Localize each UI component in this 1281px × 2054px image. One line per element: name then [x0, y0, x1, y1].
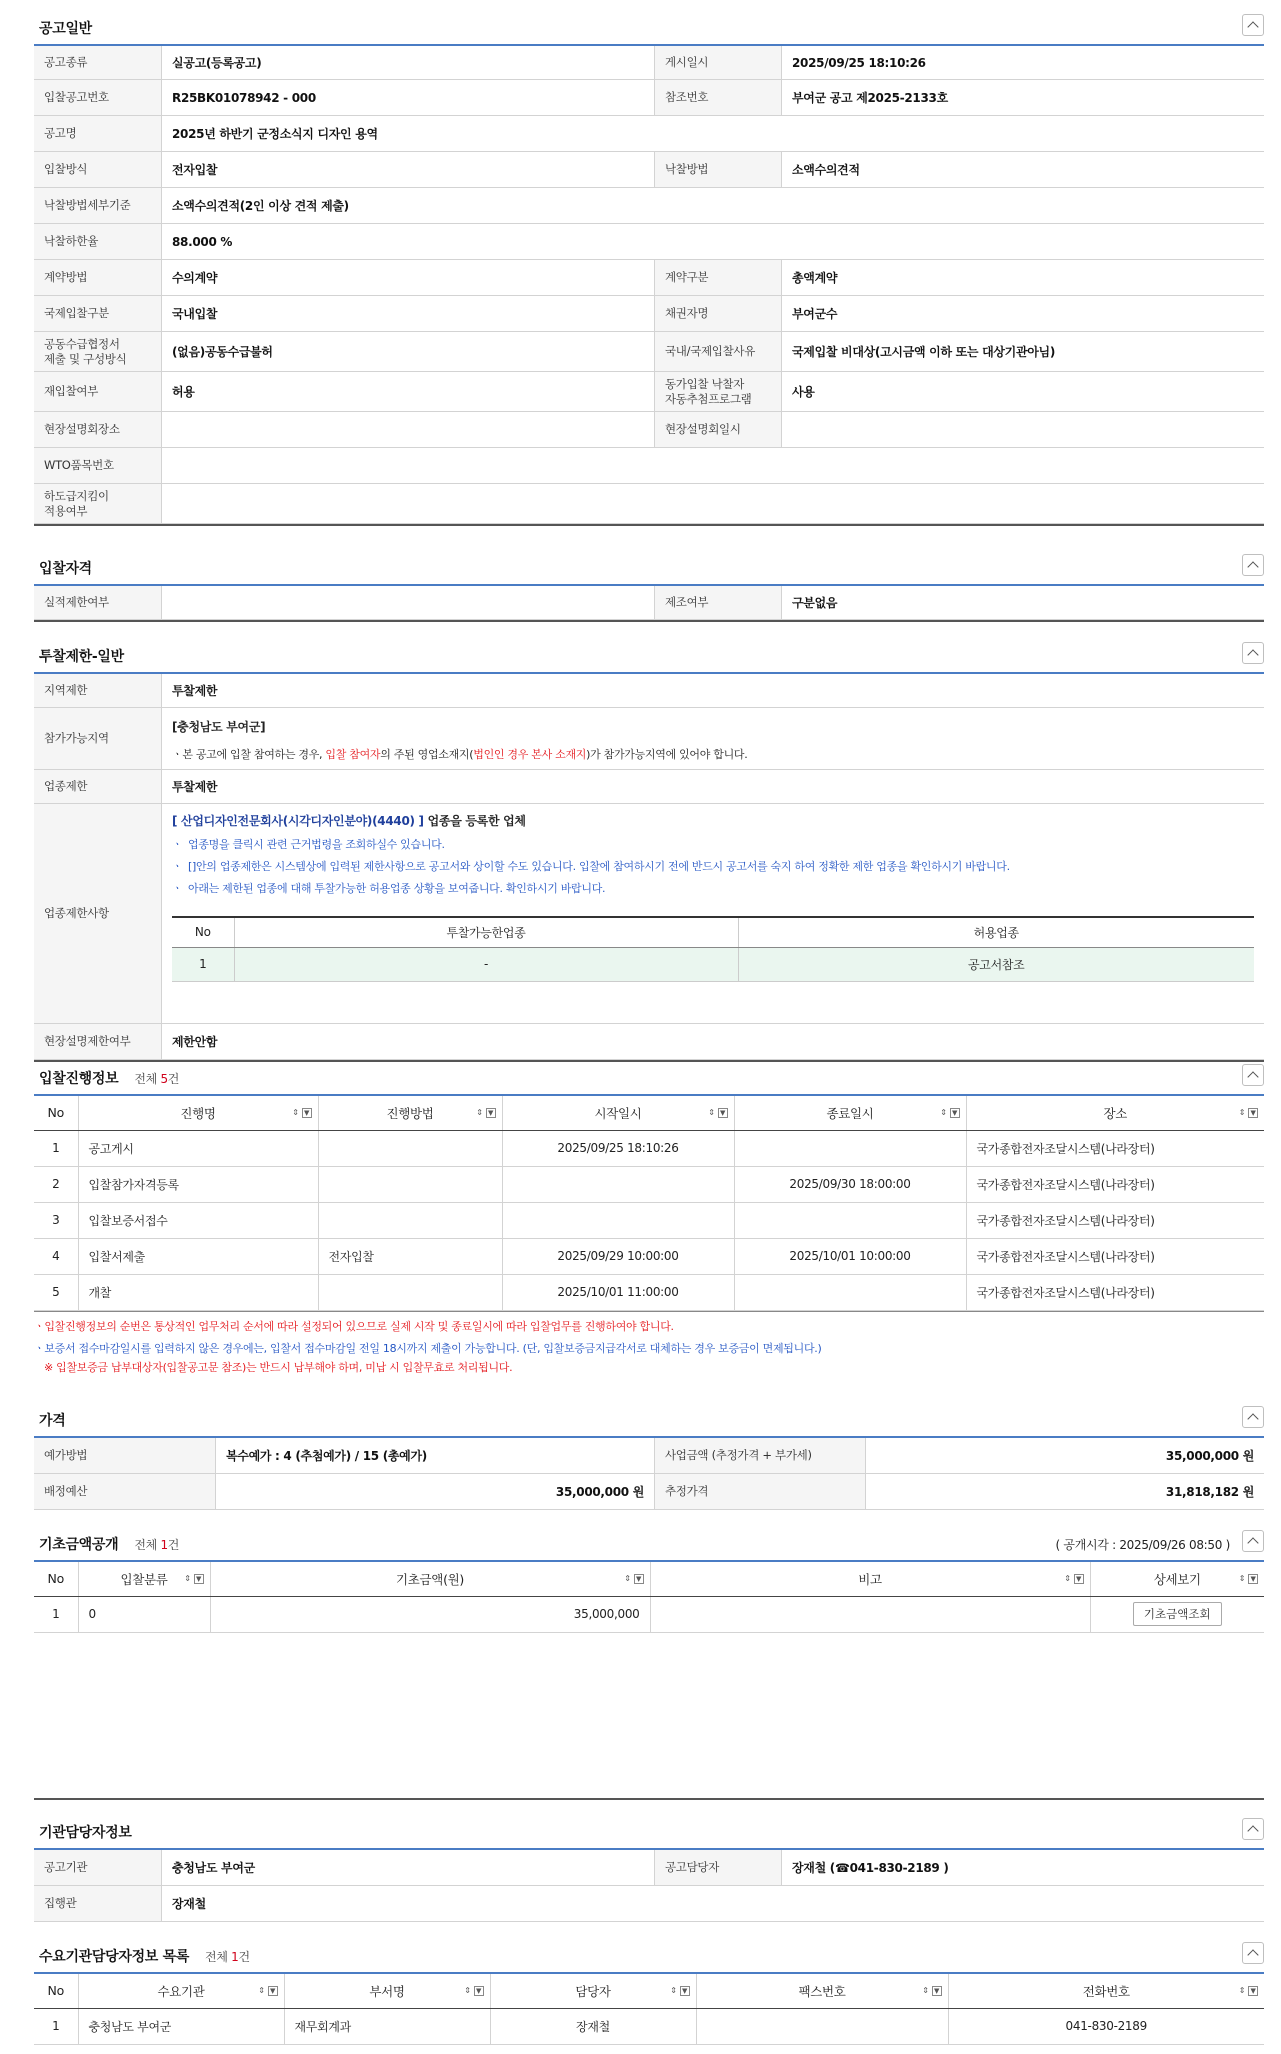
label: 배정예산	[34, 1474, 216, 1509]
divider	[34, 1798, 1264, 1800]
general-row	[34, 224, 1264, 260]
qualification-row	[34, 586, 1264, 620]
note-text: 아래는 제한된 업종에 대해 투찰가능한 허용업종 상황을 보여줍니다. 확인하시기 바랍니다.	[188, 882, 606, 895]
value	[162, 586, 654, 619]
label: 공고명	[34, 116, 162, 151]
label: 참가가능지역	[34, 708, 162, 769]
table-row	[172, 947, 1254, 981]
allowed-industry-table	[172, 916, 1254, 982]
industry-link[interactable]: [ 산업디자인전문회사(시각디자인분야)(4440) ]	[172, 814, 424, 828]
collapse-toggle-icon[interactable]	[1242, 1818, 1264, 1840]
count-suffix: 건	[167, 1072, 180, 1086]
label: 공고담당자	[654, 1850, 782, 1885]
cell: 국가종합전자조달시스템(나라장터)	[966, 1238, 1264, 1274]
base-price-table	[34, 1562, 1264, 1633]
header-label: 팩스번호	[798, 1983, 846, 1999]
collapse-toggle-icon[interactable]	[1242, 1942, 1264, 1964]
industry-detail	[172, 812, 526, 829]
cell: 재무회계과	[284, 2008, 490, 2044]
progress-notes	[34, 1316, 1264, 1376]
label: WTO품목번호	[34, 448, 162, 483]
region-row	[34, 674, 1264, 708]
cell: 35,000,000	[210, 1596, 650, 1632]
collapse-toggle-icon[interactable]	[1242, 1064, 1264, 1086]
base-price-lookup-button[interactable]: 기초금액조회	[1133, 1602, 1222, 1626]
label: 입찰방식	[34, 152, 162, 187]
total-count	[134, 1072, 179, 1086]
value: 소액수의견적(2인 이상 견적 제출)	[172, 199, 349, 213]
label: 하도급지킴이 적용여부	[34, 484, 162, 523]
title-text: 기초금액공개	[39, 1537, 119, 1553]
sort-icon[interactable]: ⇕ ▼	[708, 1108, 728, 1118]
title-text: 수요기관담당자정보 목록	[39, 1949, 190, 1965]
cell	[318, 1202, 502, 1238]
cell: -	[234, 947, 738, 981]
cell: 2025/09/30 18:00:00	[734, 1166, 966, 1202]
cell: 2	[34, 1166, 78, 1202]
header-label: 수요기관	[157, 1983, 205, 1999]
value: 제한안함	[172, 1035, 218, 1049]
sort-icon[interactable]: ⇕ ▼	[184, 1574, 204, 1584]
column-header[interactable]	[966, 1096, 1264, 1130]
cell: 입찰보증서접수	[78, 1202, 318, 1238]
collapse-toggle-icon[interactable]	[1242, 1406, 1264, 1428]
table-row	[34, 1166, 1264, 1202]
value: 실공고(등록공고)	[172, 56, 262, 70]
cell: 1	[34, 1596, 78, 1632]
sort-icon[interactable]: ⇕ ▼	[1238, 1574, 1258, 1584]
count-prefix: 전체	[134, 1538, 161, 1552]
column-header[interactable]	[948, 1974, 1264, 2008]
sort-icon[interactable]: ⇕ ▼	[624, 1574, 644, 1584]
cell	[696, 2008, 948, 2044]
value: 충청남도 부여군	[172, 1861, 255, 1875]
header-label: No	[47, 1571, 64, 1587]
cell: 2025/09/29 10:00:00	[502, 1238, 734, 1274]
value: 2025/09/25 18:10:26	[792, 55, 926, 70]
cell	[502, 1166, 734, 1202]
note-text: ㆍ입찰진행정보의 순번은 통상적인 업무처리 순서에 따라 설정되어 있으므로 실제 시작 및 종료일시에 따라 입찰업무를 진행하여야 합니다.	[34, 1319, 674, 1333]
value	[162, 484, 1264, 523]
header-label: 부서명	[369, 1983, 405, 1999]
cell: 5	[34, 1274, 78, 1310]
cell: 041-830-2189	[948, 2008, 1264, 2044]
table-row	[34, 1202, 1264, 1238]
collapse-toggle-icon[interactable]	[1242, 1530, 1264, 1552]
header-label: 기초금액(원)	[395, 1571, 465, 1587]
title-text: 입찰진행정보	[39, 1071, 119, 1087]
header-label: 종료일시	[826, 1105, 874, 1121]
count-suffix: 건	[167, 1538, 180, 1552]
general-row	[34, 412, 1264, 448]
note-highlight: 입찰 참여자	[325, 748, 381, 761]
section-title: 입찰자격	[39, 561, 92, 577]
count-number: 5	[160, 1072, 168, 1086]
contact-phone: 041-830-2189 )	[849, 1860, 949, 1875]
cell: 입찰서제출	[78, 1238, 318, 1274]
label: 낙찰방법세부기준	[34, 188, 162, 223]
general-row	[34, 152, 1264, 188]
general-row	[34, 46, 1264, 80]
general-row	[34, 332, 1264, 372]
column-header: 투찰가능한업종	[234, 917, 738, 947]
label: 예가방법	[34, 1438, 216, 1473]
contact-name: 장재철 (	[792, 1861, 835, 1875]
note-item: ㆍ []안의 업종제한은 시스템상에 입력된 제한사항으로 공고서와 상이할 수도 있습니다. 입찰에 참여하시기 전에 반드시 공고서를 숙지 하여 정확한 제한 업종을 확인하시기 바랍니다.	[172, 860, 1010, 873]
collapse-toggle-icon[interactable]	[1242, 14, 1264, 36]
cell: 개찰	[78, 1274, 318, 1310]
section-base-price	[34, 1528, 1264, 1633]
note-text: ㆍ보증서 접수마감일시를 입력하지 않은 경우에는, 입찰서 접수마감일 전일 18시까지 제출이 가능합니다. (단, 입찰보증금지급각서로 대체하는 경우 보증금이 면제됩니다.)	[34, 1341, 822, 1355]
table-row	[34, 1274, 1264, 1310]
note-text: 의 주된 영업소재지(	[380, 748, 474, 761]
label: 낙찰하한율	[34, 224, 162, 259]
price-row	[34, 1474, 1264, 1510]
agency-row	[34, 1850, 1264, 1886]
cell: 충청남도 부여군	[78, 2008, 284, 2044]
cell: 4	[34, 1238, 78, 1274]
table-row	[34, 1130, 1264, 1166]
value: 총액계약	[792, 271, 838, 285]
value	[162, 412, 654, 447]
header-label: 상세보기	[1153, 1571, 1201, 1587]
count-number: 1	[160, 1538, 168, 1552]
general-row	[34, 372, 1264, 412]
collapse-toggle-icon[interactable]	[1242, 554, 1264, 576]
value: 31,818,182 원	[1165, 1485, 1254, 1499]
label: 게시일시	[654, 46, 782, 79]
progress-table	[34, 1096, 1264, 1311]
label: 지역제한	[34, 674, 162, 707]
label: 현장설명제한여부	[34, 1024, 162, 1059]
cell: 국가종합전자조달시스템(나라장터)	[966, 1166, 1264, 1202]
value: 35,000,000 원	[1165, 1449, 1254, 1463]
cell: 0	[78, 1596, 210, 1632]
cell: 1	[34, 1130, 78, 1166]
note-text: ※ 입찰보증금 납부대상자(입찰공고문 참조)는 반드시 납부해야 하며, 미납 시 입찰무효로 처리됩니다.	[44, 1360, 513, 1374]
general-row	[34, 448, 1264, 484]
area-note	[172, 746, 747, 762]
label: 집행관	[34, 1886, 162, 1921]
cell: 2025/10/01 11:00:00	[502, 1274, 734, 1310]
section-title: 투찰제한-일반	[39, 649, 124, 665]
value: 부여군 공고 제2025-2133호	[792, 91, 948, 105]
cell: 장재철	[490, 2008, 696, 2044]
value: (없음)공동수급불허	[172, 345, 273, 359]
sort-icon[interactable]: ⇕ ▼	[464, 1986, 484, 1996]
section-title: 공고일반	[39, 21, 92, 37]
label: 공고기관	[34, 1850, 162, 1885]
cell	[734, 1274, 966, 1310]
label: 공동수급협정서 제출 및 구성방식	[34, 332, 162, 371]
general-row	[34, 188, 1264, 224]
cell: 2025/09/25 18:10:26	[502, 1130, 734, 1166]
value: 복수예가 : 4 (추첨예가) / 15 (총예가)	[226, 1449, 427, 1463]
collapse-toggle-icon[interactable]	[1242, 642, 1264, 664]
table-row	[34, 1596, 1264, 1632]
label: 업종제한사항	[34, 804, 162, 1023]
header-label: No	[47, 1983, 64, 1999]
cell	[318, 1166, 502, 1202]
note-text: )가 참가가능지역에 있어야 합니다.	[586, 748, 748, 761]
industry-suffix: 업종을 등록한 업체	[423, 814, 526, 828]
cell: 공고서참조	[738, 947, 1254, 981]
value: 부여군수	[792, 307, 838, 321]
column-header[interactable]	[490, 1974, 696, 2008]
area-value: [충청남도 부여군]	[172, 720, 266, 734]
value: 국내입찰	[172, 307, 218, 321]
cell	[1090, 1596, 1264, 1632]
count-prefix: 전체	[134, 1072, 161, 1086]
phone-icon: ☎	[834, 1860, 850, 1875]
column-header[interactable]	[284, 1974, 490, 2008]
section-price	[34, 1404, 1264, 1510]
note-text: ㆍ본 공고에 입찰 참여하는 경우,	[172, 748, 326, 761]
column-header	[34, 1562, 78, 1596]
cell	[650, 1596, 1090, 1632]
section-progress	[34, 1062, 1264, 1376]
label: 낙찰방법	[654, 152, 782, 187]
column-header	[34, 1974, 78, 2008]
label: 추정가격	[654, 1474, 866, 1509]
column-header[interactable]	[210, 1562, 650, 1596]
table-row	[34, 1238, 1264, 1274]
column-header	[34, 1096, 78, 1130]
label: 실적제한여부	[34, 586, 162, 619]
cell: 국가종합전자조달시스템(나라장터)	[966, 1202, 1264, 1238]
value: R25BK01078942 - 000	[172, 90, 316, 105]
cell: 국가종합전자조달시스템(나라장터)	[966, 1130, 1264, 1166]
label: 제조여부	[654, 586, 782, 619]
label: 현장설명회장소	[34, 412, 162, 447]
cell	[502, 1202, 734, 1238]
label: 계약방법	[34, 260, 162, 295]
column-header: 허용업종	[738, 917, 1254, 947]
cell	[734, 1202, 966, 1238]
section-title: 기관담당자정보	[39, 1825, 132, 1841]
label: 공고종류	[34, 46, 162, 79]
header-label: 진행방법	[386, 1105, 434, 1121]
cell	[318, 1130, 502, 1166]
sort-icon[interactable]: ⇕ ▼	[1064, 1574, 1084, 1584]
value: 전자입찰	[172, 163, 218, 177]
count-prefix: 전체	[205, 1950, 232, 1964]
sort-icon[interactable]: ⇕ ▼	[922, 1986, 942, 1996]
cell	[734, 1130, 966, 1166]
cell: 입찰참가자격등록	[78, 1166, 318, 1202]
column-header[interactable]	[1090, 1562, 1264, 1596]
value	[162, 448, 1264, 483]
cell: 1	[172, 947, 234, 981]
section-demand	[34, 1940, 1264, 2045]
section-agency	[34, 1816, 1264, 1922]
column-header[interactable]	[734, 1096, 966, 1130]
sort-icon[interactable]: ⇕ ▼	[1238, 1986, 1258, 1996]
column-header[interactable]	[78, 1974, 284, 2008]
value: 구분없음	[792, 596, 838, 610]
section-general	[34, 12, 1264, 526]
value: 허용	[172, 385, 195, 399]
label: 입찰공고번호	[34, 80, 162, 115]
section-title: 가격	[39, 1413, 66, 1429]
label: 재입찰여부	[34, 372, 162, 411]
total-count	[134, 1538, 179, 1552]
header-label: 담당자	[575, 1983, 611, 1999]
column-header[interactable]	[78, 1096, 318, 1130]
header-label: 비고	[858, 1571, 882, 1587]
price-row	[34, 1438, 1264, 1474]
value: 투찰제한	[172, 684, 218, 698]
label: 채권자명	[654, 296, 782, 331]
agency-row	[34, 1886, 1264, 1922]
count-number: 1	[231, 1950, 239, 1964]
value	[782, 412, 1264, 447]
value: 소액수의견적	[792, 163, 860, 177]
total-count	[205, 1950, 250, 1964]
sort-icon[interactable]: ⇕ ▼	[670, 1986, 690, 1996]
general-row	[34, 484, 1264, 524]
count-suffix: 건	[238, 1950, 250, 1964]
column-header[interactable]	[650, 1562, 1090, 1596]
header-label: 진행명	[180, 1105, 216, 1121]
header-label: 시작일시	[594, 1105, 642, 1121]
note-item: ㆍ 아래는 제한된 업종에 대해 투찰가능한 허용업종 상황을 보여줍니다. 확인하시기 바랍니다.	[172, 882, 606, 895]
label: 현장설명회일시	[654, 412, 782, 447]
value: 2025년 하반기 군정소식지 디자인 용역	[172, 127, 378, 141]
column-header: No	[172, 917, 234, 947]
general-table	[34, 46, 1264, 524]
note-text: 업종명을 클릭시 관련 근거법령을 조회하실수 있습니다.	[188, 838, 445, 851]
area-row	[34, 708, 1264, 770]
cell: 2025/10/01 10:00:00	[734, 1238, 966, 1274]
sort-icon[interactable]: ⇕ ▼	[1238, 1108, 1258, 1118]
value	[782, 1850, 1264, 1885]
section-restriction	[34, 640, 1264, 1062]
industry-row	[34, 770, 1264, 804]
section-qualification	[34, 552, 1264, 622]
demand-table	[34, 1974, 1264, 2045]
section-title	[39, 1068, 179, 1088]
label: 참조번호	[654, 80, 782, 115]
value: 국제입찰 비대상(고시금액 이하 또는 대상기관아님)	[792, 345, 1056, 359]
column-header[interactable]	[78, 1562, 210, 1596]
cell: 전자입찰	[318, 1238, 502, 1274]
column-header[interactable]	[318, 1096, 502, 1130]
sort-icon[interactable]: ⇕ ▼	[258, 1986, 278, 1996]
industry-notes	[172, 834, 1010, 900]
note-item: ㆍ 업종명을 클릭시 관련 근거법령을 조회하실수 있습니다.	[172, 838, 445, 851]
value: 88.000 %	[172, 234, 233, 249]
sort-icon[interactable]: ⇕ ▼	[292, 1108, 312, 1118]
label: 국내/국제입찰사유	[654, 332, 782, 371]
value: 수의계약	[172, 271, 218, 285]
value: 사용	[792, 385, 815, 399]
column-header[interactable]	[696, 1974, 948, 2008]
sort-icon[interactable]: ⇕ ▼	[476, 1108, 496, 1118]
note-highlight: 법인인 경우 본사 소재지	[473, 748, 587, 761]
label: 업종제한	[34, 770, 162, 803]
label: 동가입찰 낙찰자 자동추첨프로그램	[654, 372, 782, 411]
site-row	[34, 1024, 1264, 1060]
column-header[interactable]	[502, 1096, 734, 1130]
open-time: ( 공개시각 : 2025/09/26 08:50 )	[1055, 1538, 1230, 1552]
sort-icon[interactable]: ⇕ ▼	[940, 1108, 960, 1118]
industry-detail-row	[34, 804, 1264, 1024]
label: 사업금액 (추정가격 + 부가세)	[654, 1438, 866, 1473]
value: 35,000,000 원	[555, 1485, 644, 1499]
section-title	[39, 1946, 250, 1966]
general-row	[34, 296, 1264, 332]
label: 계약구분	[654, 260, 782, 295]
cell: 3	[34, 1202, 78, 1238]
cell	[318, 1274, 502, 1310]
value: 투찰제한	[172, 780, 218, 794]
header-label: 장소	[1103, 1105, 1128, 1121]
general-row	[34, 260, 1264, 296]
cell: 국가종합전자조달시스템(나라장터)	[966, 1274, 1264, 1310]
header-label: 전화번호	[1082, 1983, 1130, 1999]
general-row	[34, 80, 1264, 116]
header-label: 입찰분류	[120, 1571, 168, 1587]
note-text: []안의 업종제한은 시스템상에 입력된 제한사항으로 공고서와 상이할 수도 있습니다. 입찰에 참여하시기 전에 반드시 공고서를 숙지 하여 정확한 제한 업종을 확인하시기 바랍니다.	[188, 860, 1010, 873]
label: 국제입찰구분	[34, 296, 162, 331]
cell: 공고게시	[78, 1130, 318, 1166]
header-label: No	[47, 1105, 64, 1121]
general-row	[34, 116, 1264, 152]
cell: 1	[34, 2008, 78, 2044]
value: 장재철	[172, 1897, 206, 1911]
table-row	[34, 2008, 1264, 2044]
section-title	[39, 1534, 179, 1554]
